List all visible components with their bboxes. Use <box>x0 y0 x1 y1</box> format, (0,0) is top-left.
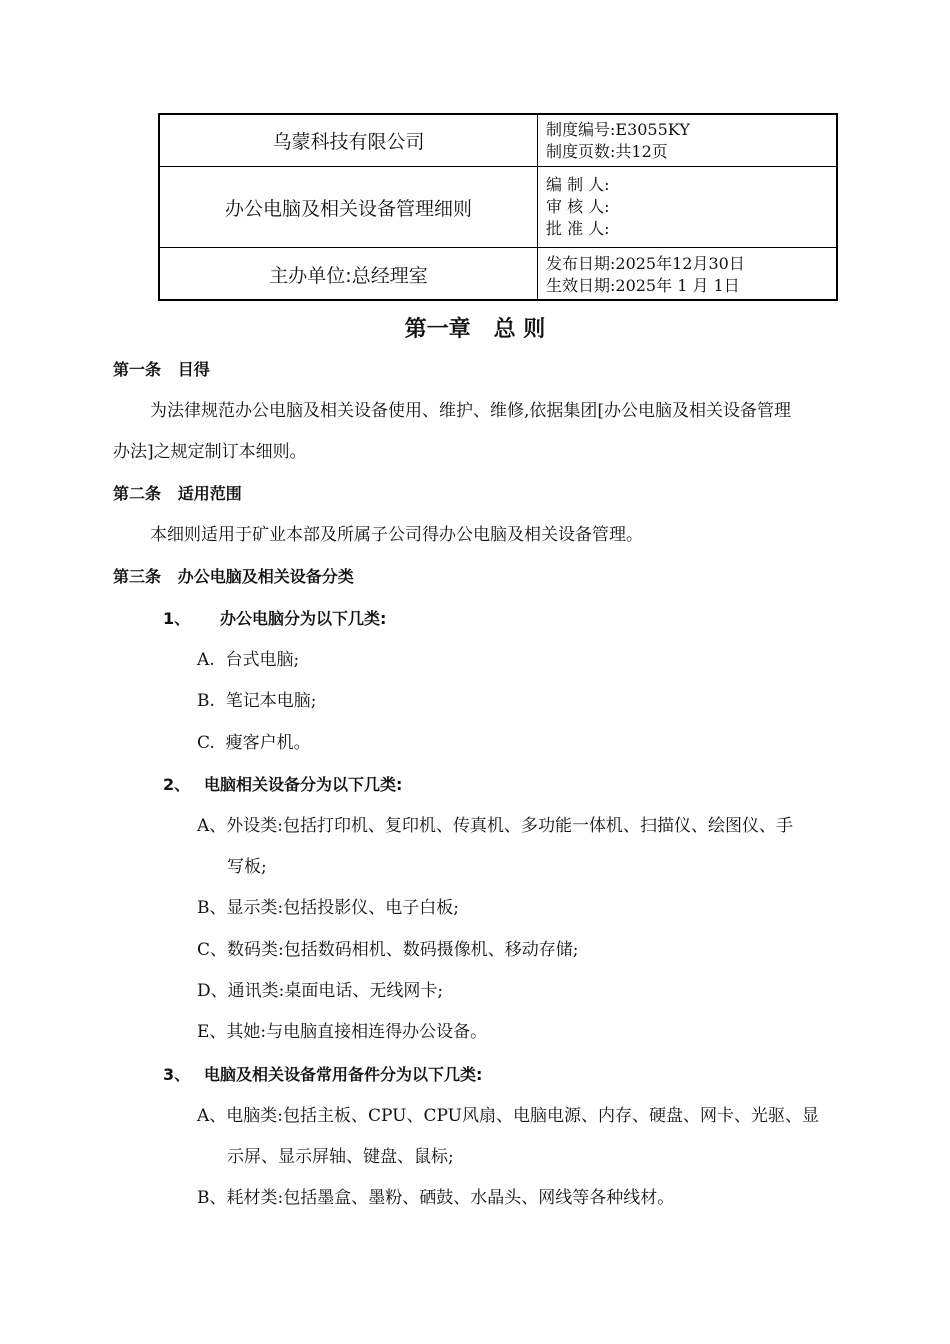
article-1-heading: 第一条 目得 <box>113 360 210 379</box>
compiler-field: 编 制 人: <box>546 175 610 194</box>
company-name: 乌蒙科技有限公司 <box>160 115 538 166</box>
header-row-unit <box>160 248 836 301</box>
article-1-body-line: 为法律规范办公电脑及相关设备使用、维护、维修,依据集团[办公电脑及相关设备管理 <box>150 401 792 421</box>
approver-field: 批 准 人: <box>546 219 610 238</box>
chapter-title: 第一章 总 则 <box>404 317 546 342</box>
effective-date: 生效日期:2025年 1 月 1日 <box>546 275 740 295</box>
dates-cell <box>538 248 836 301</box>
article-2-body-line: 本细则适用于矿业本部及所属子公司得办公电脑及相关设备管理。 <box>150 525 643 545</box>
host-unit: 主办单位:总经理室 <box>160 248 538 301</box>
list-item: D、通讯类:桌面电话、无线网卡; <box>197 981 444 1001</box>
list-item: B、显示类:包括投影仪、电子白板; <box>197 898 459 918</box>
section-2-number: 2、 <box>163 775 191 794</box>
list-item: E、其她:与电脑直接相连得办公设备。 <box>197 1022 488 1042</box>
header-row-company <box>160 115 836 167</box>
list-item: C、数码类:包括数码相机、数码摄像机、移动存储; <box>197 940 579 960</box>
document-header-table <box>158 113 838 301</box>
reviewer-field: 审 核 人: <box>546 197 610 216</box>
signoff-cell <box>538 167 836 247</box>
list-item: A、电脑类:包括主板、CPU、CPU风扇、电脑电源、内存、硬盘、网卡、光驱、显 <box>197 1106 819 1126</box>
list-item-continuation: 写板; <box>227 857 267 877</box>
section-2-title: 电脑相关设备分为以下几类: <box>204 775 403 794</box>
article-3-heading: 第三条 办公电脑及相关设备分类 <box>113 567 354 586</box>
doc-info-cell <box>538 115 836 166</box>
list-item: A. 台式电脑; <box>197 650 300 670</box>
list-item: B. 笔记本电脑; <box>197 691 317 711</box>
section-3-number: 3、 <box>163 1065 191 1084</box>
header-row-title <box>160 167 836 248</box>
list-item-continuation: 示屏、显示屏轴、键盘、鼠标; <box>227 1147 454 1167</box>
article-1-body-line: 办法]之规定制订本细则。 <box>113 442 307 462</box>
list-item: B、耗材类:包括墨盒、墨粉、硒鼓、水晶头、网线等各种线材。 <box>197 1188 675 1208</box>
document-title: 办公电脑及相关设备管理细则 <box>160 167 538 247</box>
doc-page-count: 制度页数:共12页 <box>546 141 668 161</box>
article-2-heading: 第二条 适用范围 <box>113 484 242 503</box>
list-item: A、外设类:包括打印机、复印机、传真机、多功能一体机、扫描仪、绘图仪、手 <box>197 816 794 836</box>
release-date: 发布日期:2025年12月30日 <box>546 253 745 273</box>
section-1-title: 办公电脑分为以下几类: <box>220 609 387 628</box>
section-1-number: 1、 <box>163 609 191 628</box>
list-item: C. 瘦客户机。 <box>197 733 311 753</box>
section-3-title: 电脑及相关设备常用备件分为以下几类: <box>204 1065 483 1084</box>
doc-number: 制度编号:E3055KY <box>546 119 690 139</box>
